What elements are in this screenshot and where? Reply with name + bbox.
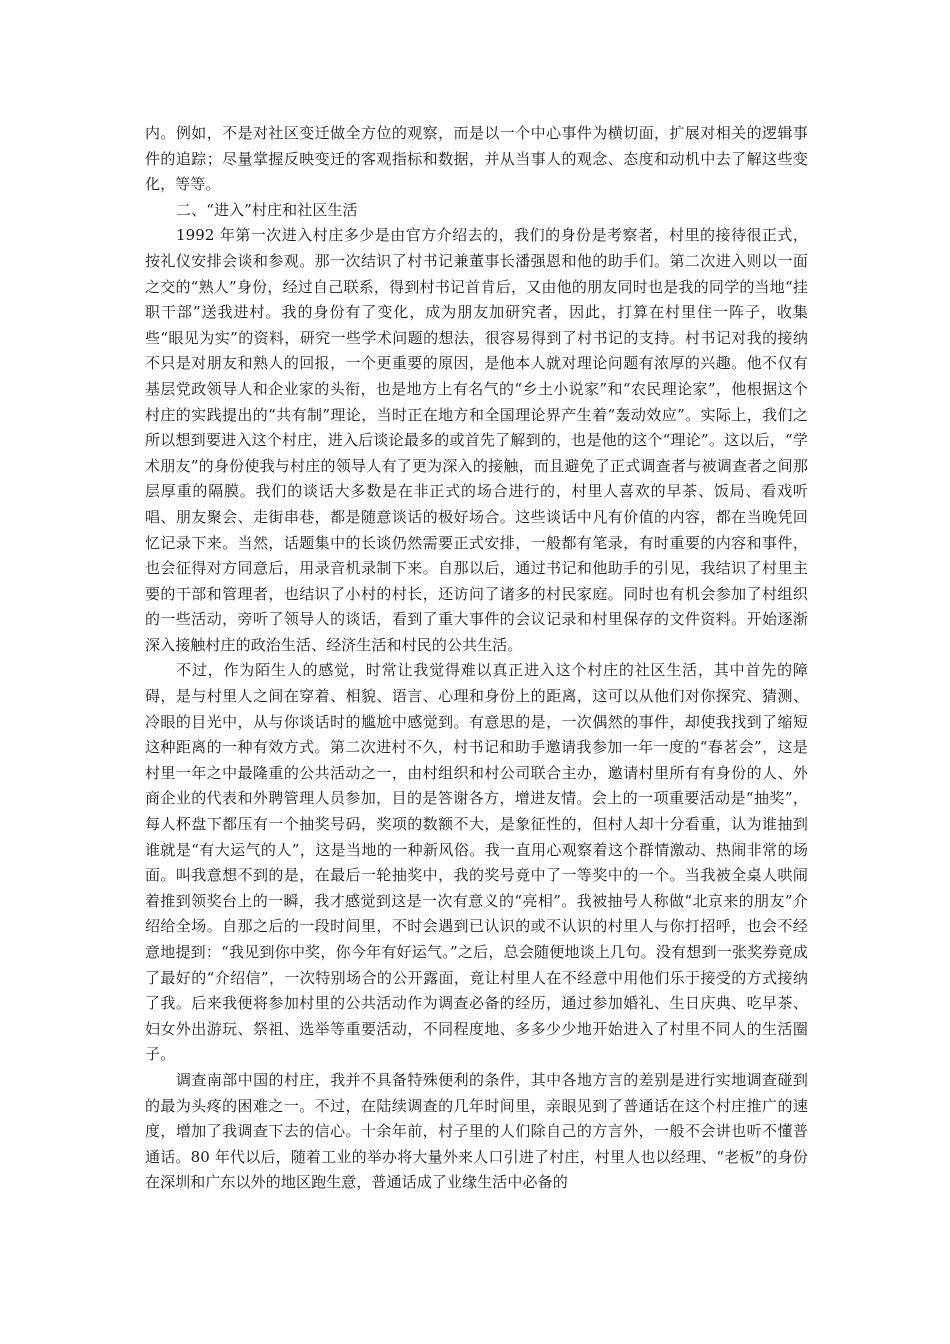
- paragraph-3: 调查南部中国的村庄，我并不具备特殊便利的条件，其中各地方言的差别是进行实地调查碰到的最为头疼的困难之一。不过，在陆续调查的几年时间里，亲眼见到了普通话在这个村庄推广的速度，增加了我调查下去的信心。十余年前，村子里的人们除自己的方言外，一般不会讲也听不懂普通话。80 年代以后，随着工业的举办将大量外来人口引进了村庄，村里人也以经理、“老板”的身份在深圳和广东以外的地区跑生意，普通话成了业缘生活中必备的: [145, 1070, 808, 1192]
- paragraph-2: 不过，作为陌生人的感觉，时常让我觉得难以真正进入这个村庄的社区生活，其中首先的障碍，是与村里人之间在穿着、相貌、语言、心理和身份上的距离，这可以从他们对你探究、猜测、冷眼的目光中，从与你谈话时的尴尬中感觉到。有意思的是，一次偶然的事件，却使我找到了缩短这种距离的一种有效方式。第二次进村不久，村书记和助手邀请我参加一年一度的“春茗会”，这是村里一年之中最隆重的公共活动之一，由村组织和村公司联合主办，邀请村里所有有身份的人、外商企业的代表和外聘管理人员参加，目的是答谢各方，增进友情。会上的一项重要活动是“抽奖”，每人杯盘下都压有一个抽奖号码，奖项的数额不大，是象征性的，但村人却十分看重，认为谁抽到谁就是“有大运气的人”，这是当地的一种新风俗。我一直用心观察着这个群情激动、热闹非常的场面。叫我意想不到的是，在最后一轮抽奖中，我的奖号竟中了一等奖中的一个。当我被全桌人哄闹着推到领奖台上的一瞬，我才感觉到这是一次有意义的“亮相”。我被抽号人称做“北京来的朋友”介绍给全场。自那之后的一段时间里，不时会遇到已认识的或不认识的村里人与你打招呼，也会不经意地提到：“我见到你中奖，你今年有好运气。”之后，总会随便地谈上几句。没有想到一张奖券竟成了最好的“介绍信”，一次特别场合的公开露面，竟让村里人在不经意中用他们乐于接受的方式接纳了我。后来我便将参加村里的公共活动作为调查必备的经历，通过参加婚礼、生日庆典、吃早茶、妇女外出游玩、祭祖、选举等重要活动，不同程度地、多多少少地开始进入了村里不同人的生活圈子。: [145, 661, 808, 1064]
- section-heading: 二、“进入”村庄和社区生活: [176, 200, 358, 219]
- paragraph-1: 1992 年第一次进入村庄多少是由官方介绍去的，我们的身份是考察者，村里的接待很正式，按礼仪安排会谈和参观。那一次结识了村书记兼董事长潘强恩和他的助手们。第二次进入则以一面之交的“熟人”身份，经过自己联系，得到村书记首肯后，又由他的朋友同时也是我的同学的当地“挂职干部”送我进村。我的身份有了变化，成为朋友加研究者，因此，打算在村里住一阵子，收集些“眼见为实”的资料，研究一些学术问题的想法，很容易得到了村书记的支持。村书记对我的接纳不只是对朋友和熟人的回报，一个更重要的原因，是他本人就对理论问题有浓厚的兴趣。他不仅有基层党政领导人和企业家的头衔，也是地方上有名气的“乡土小说家”和“农民理论家”，他根据这个村庄的实践提出的“共有制”理论，当时正在地方和全国理论界产生着“轰动效应”。实际上，我们之所以想到要进入这个村庄，进入后谈论最多的或首先了解到的，也是他的这个“理论”。这以后，“学术朋友”的身份使我与村庄的领导人有了更为深入的接触，而且避免了正式调查者与被调查者之间那层厚重的隔膜。我们的谈话大多数是在非正式的场合进行的，村里人喜欢的早茶、饭局、看戏听唱、朋友聚会、走街串巷，都是随意谈话的极好场合。这些谈话中凡有价值的内容，都在当晚凭回忆记录下来。当然，话题集中的长谈仍然需要正式安排，一般都有笔录，有时重要的内容和事件，也会征得对方同意后，用录音机录制下来。自那以后，通过书记和他助手的引见，我结识了村里主要的干部和管理者，也结识了小村的村长，还访问了诸多的村民家庭。同时也有机会参加了村组织的一些活动，旁听了领导人的谈话，看到了重大事件的会议记录和村里保存的文件资料。开始逐渐深入接触村庄的政治生活、经济生活和村民的公共生活。: [145, 226, 808, 654]
- document-page: [145, 121, 808, 1196]
- paragraph-continued: 内。例如，不是对社区变迁做全方位的观察，而是以一个中心事件为横切面，扩展对相关的逻辑事件的追踪；尽量掌握反映变迁的客观指标和数据，并从当事人的观念、态度和动机中去了解这些变化，等等。: [145, 124, 808, 194]
